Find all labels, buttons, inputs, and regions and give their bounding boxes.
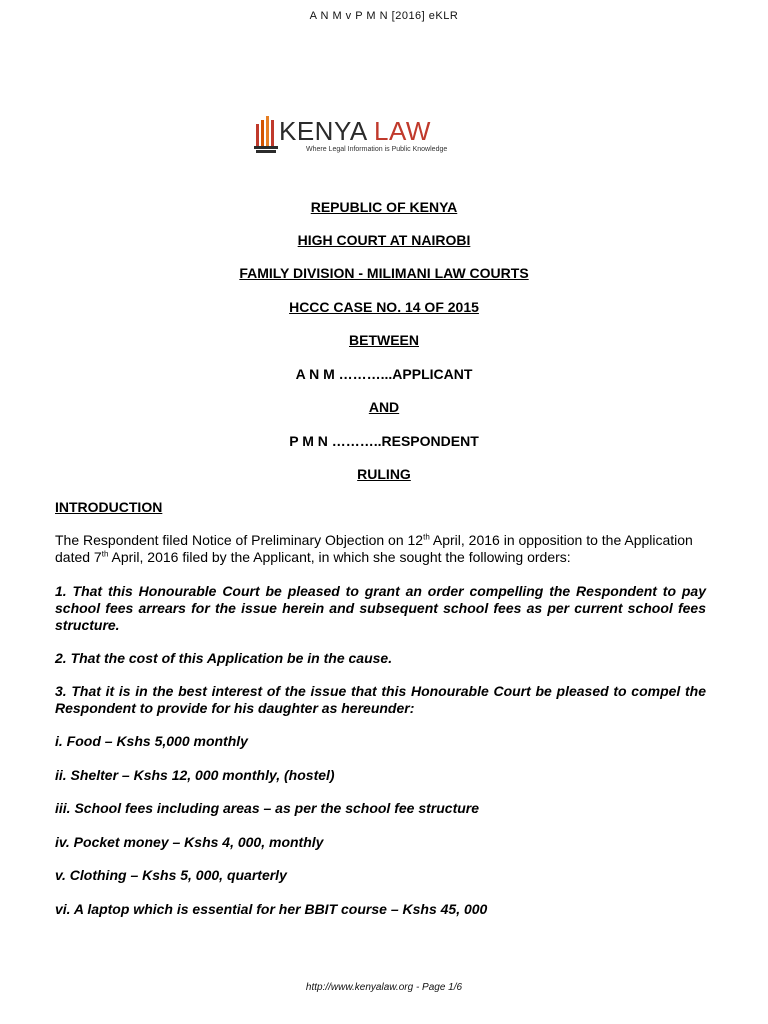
order-3: 3. That it is in the best interest of the issue that this Honourable Court be pleased to compel the Respondent to provide for his daughter as hereunder:: [55, 683, 706, 716]
running-header: A N M v P M N [2016] eKLR: [309, 10, 459, 22]
intro-sup-2: th: [101, 549, 109, 559]
caption-respondent: P M N ………..RESPONDENT: [289, 433, 479, 449]
caption-court: HIGH COURT AT NAIROBI: [297, 232, 471, 248]
order-item-clothing: v. Clothing – Kshs 5, 000, quarterly: [55, 867, 287, 883]
intro-text-3: April, 2016 filed by the Applicant, in which she sought the following orders:: [108, 549, 571, 565]
order-1: 1. That this Honourable Court be pleased to grant an order compelling the Respondent to pay school fees arrears for the issue herein and subsequent school fees as per current school fees structure.: [55, 583, 706, 633]
order-item-food: i. Food – Kshs 5,000 monthly: [55, 733, 248, 749]
logo-tagline: Where Legal Information is Public Knowledge: [306, 146, 448, 153]
kenya-law-logo: [253, 114, 483, 160]
intro-sup-1: th: [423, 532, 430, 542]
intro-text-1: The Respondent filed Notice of Preliminary Objection on 12: [55, 532, 424, 548]
order-item-laptop: vi. A laptop which is essential for her BBIT course – Kshs 45, 000: [55, 901, 488, 917]
caption-and: AND: [368, 399, 400, 415]
caption-between: BETWEEN: [349, 332, 419, 348]
logo-wordmark: [279, 116, 431, 146]
order-item-shelter: ii. Shelter – Kshs 12, 000 monthly, (hostel): [55, 767, 335, 783]
order-item-school-fees: iii. School fees including areas – as per the school fee structure: [55, 800, 480, 816]
caption-ruling: RULING: [357, 466, 411, 482]
pillars-icon: [253, 114, 279, 156]
caption-republic: REPUBLIC OF KENYA: [310, 199, 458, 215]
introduction-heading: INTRODUCTION: [55, 499, 163, 515]
caption-case-number: HCCC CASE NO. 14 OF 2015: [289, 299, 479, 315]
caption-division: FAMILY DIVISION - MILIMANI LAW COURTS: [239, 265, 529, 281]
order-2: 2. That the cost of this Application be in the cause.: [55, 650, 393, 666]
logo-kenya: KENYA: [279, 116, 367, 146]
intro-text-2: April, 2016 in opposition to the Application dated 7: [55, 532, 693, 565]
order-item-pocket-money: iv. Pocket money – Kshs 4, 000, monthly: [55, 834, 324, 850]
caption-applicant: A N M ………...APPLICANT: [295, 366, 473, 382]
footer-page-number: http://www.kenyalaw.org - Page 1/6: [305, 982, 463, 993]
logo-law: LAW: [374, 116, 431, 146]
intro-paragraph: [55, 532, 706, 566]
